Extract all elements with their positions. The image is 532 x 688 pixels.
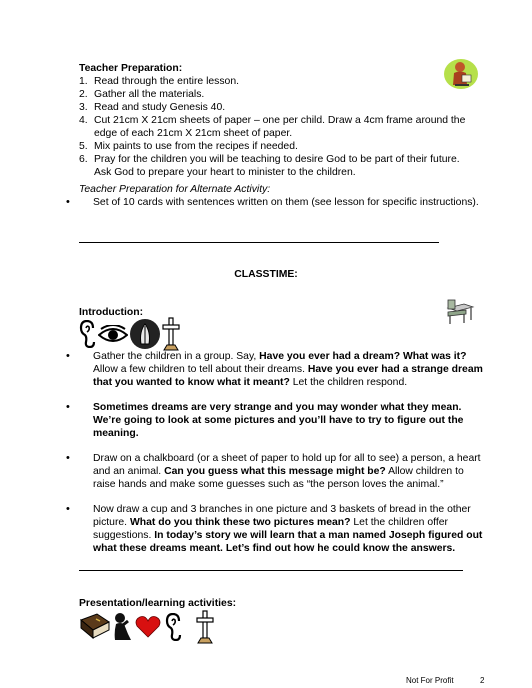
cross-icon: [196, 610, 214, 644]
list-item: • Set of 10 cards with sentences written on them (see lesson for specific instructions).: [66, 196, 479, 208]
list-item: • Gather the children in a group. Say, Have you ever had a dream? What was it? Allow a few children to tell about their dreams. Have you ever had a strange dream that you wanted to know what it meant? Let the children respond.: [66, 350, 483, 388]
ear-icon: [165, 613, 183, 641]
cross-icon: [162, 317, 180, 351]
teacher-prep-list: [79, 75, 479, 179]
eye-icon: [98, 325, 128, 345]
teacher-prep-heading: Teacher Preparation:: [79, 63, 183, 74]
divider: [79, 570, 463, 571]
presentation-heading: Presentation/learning activities:: [79, 598, 237, 609]
alt-activity-heading: Teacher Preparation for Alternate Activity:: [79, 184, 271, 195]
page-number: 2: [480, 676, 485, 685]
list-item: • Draw on a chalkboard (or a sheet of paper to hold up for all to see) a person, a heart and an animal. Can you guess what this message might be? Allow children to raise hands and make some guesses such as “the person loves the animal.”: [66, 452, 481, 490]
ear-icon: [79, 320, 97, 348]
classtime-heading: CLASSTIME:: [234, 269, 298, 280]
introduction-heading: Introduction:: [79, 307, 144, 318]
introduction-list: [66, 350, 486, 555]
list-item: 4. Cut 21cm X 21cm sheets of paper – one per child. Draw a 4cm frame around the edge of each 21cm X 21cm sheet of paper.: [79, 115, 466, 139]
footer-note: Not For Profit: [406, 676, 454, 685]
list-item: 3. Read and study Genesis 40.: [79, 102, 226, 113]
alt-activity-list: [66, 196, 506, 209]
list-item: 5. Mix paints to use from the recipes if needed.: [79, 141, 298, 152]
list-item: • Now draw a cup and 3 branches in one picture and 3 baskets of bread in the other picture. What do you think these two pictures mean? Let the children offer suggestions. In today’s story we will learn that a man named Joseph figured out what these dreams meant. Let’s find out how he could know the answers.: [66, 503, 483, 554]
teacher-reading-icon: [443, 58, 479, 90]
divider: [79, 242, 439, 243]
bible-icon: [79, 612, 111, 642]
list-item: 2. Gather all the materials.: [79, 89, 205, 100]
list-item: • Sometimes dreams are very strange and you may wonder what they mean. We’re going to look at some pictures and you’ll have to try to figure out the meaning.: [66, 401, 464, 439]
kneeling-child-icon: [111, 612, 133, 642]
list-item: 6. Pray for the children you will be teaching to desire God to be part of their future. Ask God to prepare your heart to minister to the children.: [79, 154, 460, 178]
heart-icon: [135, 615, 161, 639]
list-item: 1. Read through the entire lesson.: [79, 76, 239, 87]
praying-hands-icon: [129, 318, 161, 350]
school-desk-icon: [444, 298, 476, 326]
